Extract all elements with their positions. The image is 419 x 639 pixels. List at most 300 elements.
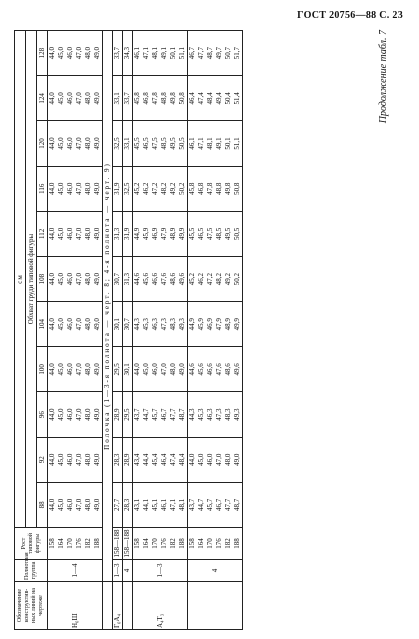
- value: 45,9: [197, 318, 205, 331]
- value: 29,5: [113, 347, 123, 392]
- value: 46,6: [206, 363, 214, 376]
- header-construction-lines: Обозначение конструктив- ных линий на чертеже: [15, 582, 48, 630]
- fullness-group: 4: [123, 560, 133, 582]
- value: 46,3: [206, 408, 214, 421]
- value: 44,7: [142, 408, 150, 421]
- value: 46,0: [66, 498, 74, 512]
- value-column: [133, 302, 188, 347]
- value: 50,2: [233, 272, 241, 286]
- value: 51,4: [233, 92, 241, 105]
- value: 48,7: [206, 47, 214, 60]
- value-column: [133, 31, 188, 76]
- value: 49,0: [93, 272, 101, 286]
- value: 48,3: [224, 408, 232, 421]
- value: 46,0: [151, 363, 159, 376]
- value: 44,0: [48, 272, 56, 286]
- value: 47,0: [75, 498, 83, 512]
- value: 44,0: [48, 182, 56, 195]
- value: 46,0: [66, 182, 74, 195]
- value: 46,7: [215, 498, 223, 512]
- value: 44,9: [133, 227, 141, 241]
- value: 47,0: [75, 272, 83, 286]
- value: 49,0: [93, 137, 101, 150]
- value: 46,7: [160, 408, 168, 421]
- table-row: [133, 31, 188, 630]
- value-column: [188, 437, 243, 482]
- value: 46,5: [197, 227, 205, 241]
- value: 48,5: [160, 137, 168, 150]
- value: 51,1: [178, 47, 186, 60]
- value: 50,5: [178, 137, 186, 150]
- value: 47,0: [75, 363, 83, 376]
- value: 49,0: [93, 318, 101, 331]
- header-size: 116: [37, 166, 48, 211]
- value: 30,7: [123, 302, 133, 347]
- value: 45,9: [142, 227, 150, 241]
- value: 47,3: [215, 408, 223, 421]
- value: 48,6: [169, 272, 177, 286]
- value: 45,0: [142, 363, 150, 376]
- value: 50,7: [224, 47, 232, 60]
- value: 49,9: [178, 227, 186, 241]
- section-title: Полочка (1—3-я полнота — черт. 8; 4-я полнота — черт. 9): [103, 31, 113, 582]
- line-label: [188, 582, 243, 630]
- height-list: [188, 528, 243, 560]
- header-fullness-group: Полнотная группа: [15, 560, 48, 582]
- value: 47,1: [197, 137, 205, 150]
- value: 49,0: [93, 453, 101, 466]
- height-value: 176: [160, 538, 168, 549]
- value: 47,6: [215, 363, 223, 376]
- value: 46,1: [160, 498, 168, 512]
- value: 48,0: [224, 453, 232, 466]
- value-column: [188, 256, 243, 301]
- value: 47,7: [224, 498, 232, 512]
- value: 47,0: [75, 408, 83, 421]
- value: 48,1: [206, 137, 214, 150]
- value: 48,7: [178, 408, 186, 421]
- value: 46,3: [151, 318, 159, 331]
- value-column: [188, 121, 243, 166]
- value: 30,1: [123, 347, 133, 392]
- value: 48,4: [206, 92, 214, 105]
- value: 33,7: [123, 76, 133, 121]
- value: 44,6: [188, 363, 196, 376]
- value: 47,0: [75, 318, 83, 331]
- value: 50,1: [224, 137, 232, 150]
- value: 45,2: [188, 272, 196, 286]
- height-value: 170: [206, 538, 214, 549]
- value: 48,9: [224, 318, 232, 331]
- fullness-group: 4: [188, 560, 243, 582]
- value: 44,0: [48, 318, 56, 331]
- value: 46,1: [133, 47, 141, 60]
- value-column: [133, 76, 188, 121]
- value: 49,5: [224, 227, 232, 241]
- value: 46,0: [66, 408, 74, 421]
- value: 49,0: [93, 408, 101, 421]
- table-area: [10, 25, 410, 630]
- section-spacer: [103, 582, 113, 630]
- table-row: [48, 31, 103, 630]
- height-value: 158: [188, 538, 196, 549]
- header-size: 100: [37, 347, 48, 392]
- table-row: [113, 31, 123, 630]
- value: 45,0: [57, 227, 65, 241]
- value: 47,0: [160, 363, 168, 376]
- value: 43,7: [188, 498, 196, 512]
- height-value: 170: [66, 538, 74, 549]
- line-label: Г₆А₄: [113, 582, 123, 630]
- value-column: [48, 482, 103, 527]
- value: 48,3: [169, 318, 177, 331]
- dimension-table: [14, 30, 243, 630]
- value: 45,0: [57, 318, 65, 331]
- value: 49,3: [233, 408, 241, 421]
- value: 45,7: [151, 408, 159, 421]
- value: 46,0: [66, 92, 74, 105]
- value: 45,3: [197, 408, 205, 421]
- value: 46,8: [197, 182, 205, 195]
- value: 49,3: [178, 318, 186, 331]
- value: 47,0: [75, 453, 83, 466]
- value: 29,5: [123, 392, 133, 437]
- height-range: 158—188: [123, 529, 131, 558]
- value: 47,7: [197, 47, 205, 60]
- value: 45,0: [57, 363, 65, 376]
- value: 46,0: [66, 137, 74, 150]
- value: 47,0: [75, 92, 83, 105]
- value: 51,7: [233, 47, 241, 60]
- value: 45,6: [142, 272, 150, 286]
- value: 48,0: [84, 453, 92, 466]
- value: 30,1: [113, 302, 123, 347]
- line-label: Н₆Ш: [48, 582, 103, 630]
- value: 48,6: [224, 363, 232, 376]
- value-column: [48, 211, 103, 256]
- value: 47,6: [160, 272, 168, 286]
- height-value: 188: [93, 538, 101, 549]
- height-value: 182: [169, 538, 177, 549]
- value-column: [188, 302, 243, 347]
- value: 44,0: [48, 408, 56, 421]
- header-size: 120: [37, 121, 48, 166]
- value: 47,5: [206, 227, 214, 241]
- fullness-group: 1—3: [133, 560, 188, 582]
- value: 49,2: [224, 272, 232, 286]
- value-column: [133, 392, 188, 437]
- value: 45,0: [57, 137, 65, 150]
- line-label: А₄Т₃: [133, 582, 188, 630]
- value: 47,3: [160, 318, 168, 331]
- value: 44,1: [142, 498, 150, 512]
- value: 45,4: [151, 453, 159, 466]
- value: 28,9: [113, 392, 123, 437]
- value: 47,0: [75, 137, 83, 150]
- value: 47,4: [197, 92, 205, 105]
- value: 49,0: [93, 47, 101, 60]
- value: 48,0: [84, 227, 92, 241]
- value: 45,5: [188, 227, 196, 241]
- value: 45,5: [133, 137, 141, 150]
- value: 44,0: [48, 92, 56, 105]
- height-value: 158: [133, 538, 141, 549]
- height-value: 164: [197, 538, 205, 549]
- header-height: Рост типовой фигуры: [15, 528, 48, 560]
- height-value: 176: [215, 538, 223, 549]
- value: 49,1: [215, 137, 223, 150]
- value-column: [188, 347, 243, 392]
- value: 46,2: [197, 272, 205, 286]
- value-column: [188, 482, 243, 527]
- value: 47,0: [75, 227, 83, 241]
- value: 49,8: [224, 182, 232, 195]
- continuation-label: Продолжение табл. 7: [378, 30, 389, 124]
- value: 28,3: [113, 437, 123, 482]
- value: 46,4: [188, 92, 196, 105]
- value: 48,8: [215, 182, 223, 195]
- value: 43,1: [133, 498, 141, 512]
- value: 46,9: [151, 227, 159, 241]
- line-label: [123, 582, 133, 630]
- value-column: [133, 347, 188, 392]
- value: 44,0: [188, 453, 196, 466]
- value: 49,2: [169, 182, 177, 195]
- value: 48,2: [160, 182, 168, 195]
- value: 46,2: [142, 182, 150, 195]
- value: 49,8: [169, 92, 177, 105]
- value-column: [48, 31, 103, 76]
- value: 48,0: [84, 137, 92, 150]
- header-size: 104: [37, 302, 48, 347]
- value: 46,5: [142, 137, 150, 150]
- value: 44,4: [142, 453, 150, 466]
- value: 49,5: [169, 137, 177, 150]
- value: 33,1: [123, 121, 133, 166]
- value-column: [133, 482, 188, 527]
- value: 44,0: [48, 363, 56, 376]
- header-size: 128: [37, 31, 48, 76]
- value: 46,0: [66, 272, 74, 286]
- value: 49,0: [93, 498, 101, 512]
- section-row: [103, 31, 113, 630]
- value: 48,4: [178, 453, 186, 466]
- header-chest-girth: Обхват груди типовой фигуры: [26, 31, 37, 528]
- header-size: 88: [37, 482, 48, 527]
- value: 50,8: [178, 92, 186, 105]
- value: 49,0: [93, 92, 101, 105]
- value: 44,7: [197, 498, 205, 512]
- header-size: 108: [37, 256, 48, 301]
- value: 48,0: [84, 498, 92, 512]
- value-column: [188, 392, 243, 437]
- value: 48,0: [84, 182, 92, 195]
- value-column: [48, 347, 103, 392]
- value: 45,0: [57, 272, 65, 286]
- value: 44,6: [133, 272, 141, 286]
- value: 50,1: [169, 47, 177, 60]
- height-value: 158: [48, 538, 56, 549]
- value: 47,2: [151, 182, 159, 195]
- value-column: [48, 392, 103, 437]
- value: 46,0: [66, 318, 74, 331]
- value: 45,0: [57, 182, 65, 195]
- table-row: [188, 31, 243, 630]
- value-column: [188, 211, 243, 256]
- value: 47,1: [169, 498, 177, 512]
- height-value: 164: [142, 538, 150, 549]
- value: 47,8: [151, 92, 159, 105]
- value: 44,0: [48, 498, 56, 512]
- value: 32,5: [113, 121, 123, 166]
- value: 47,0: [75, 47, 83, 60]
- value: 49,0: [93, 363, 101, 376]
- value: 43,4: [133, 453, 141, 466]
- value: 48,0: [84, 272, 92, 286]
- value: 46,0: [66, 453, 74, 466]
- header-size: 124: [37, 76, 48, 121]
- value-column: [48, 121, 103, 166]
- value: 48,0: [169, 363, 177, 376]
- value: 50,8: [233, 182, 241, 195]
- value-column: [48, 437, 103, 482]
- value: 49,7: [215, 47, 223, 60]
- value: 45,0: [197, 453, 205, 466]
- value: 45,0: [57, 498, 65, 512]
- value: 49,0: [93, 182, 101, 195]
- height-list: [48, 528, 103, 560]
- table-row: [123, 31, 133, 630]
- value: 48,5: [215, 227, 223, 241]
- height-list: [133, 528, 188, 560]
- value: 49,0: [233, 453, 241, 466]
- value: 44,3: [188, 408, 196, 421]
- value-column: [188, 76, 243, 121]
- value-column: [48, 302, 103, 347]
- value: 46,9: [206, 318, 214, 331]
- value: 47,1: [142, 47, 150, 60]
- value: 46,6: [151, 272, 159, 286]
- value-column: [133, 437, 188, 482]
- value: 44,0: [48, 47, 56, 60]
- value: 45,0: [57, 408, 65, 421]
- value: 46,0: [66, 47, 74, 60]
- value: 47,7: [169, 408, 177, 421]
- value-column: [48, 166, 103, 211]
- value-column: [48, 256, 103, 301]
- value-column: [133, 256, 188, 301]
- value: 48,0: [84, 363, 92, 376]
- fullness-group: 1—3: [113, 560, 123, 582]
- value-column: [133, 166, 188, 211]
- height-value: 176: [75, 538, 83, 549]
- value: 44,0: [48, 453, 56, 466]
- value: 49,4: [215, 92, 223, 105]
- value: 47,9: [160, 227, 168, 241]
- value: 31,9: [123, 211, 133, 256]
- value: 28,9: [123, 437, 133, 482]
- value: 49,0: [93, 227, 101, 241]
- value: 51,1: [233, 137, 241, 150]
- value: 47,4: [169, 453, 177, 466]
- value: 44,0: [48, 137, 56, 150]
- value: 50,2: [178, 182, 186, 195]
- value: 46,0: [66, 227, 74, 241]
- height-value: 188: [178, 538, 186, 549]
- value: 44,9: [188, 318, 196, 331]
- value: 47,0: [215, 453, 223, 466]
- value: 48,1: [151, 47, 159, 60]
- value: 30,7: [113, 256, 123, 301]
- value: 48,8: [160, 92, 168, 105]
- value: 48,7: [233, 498, 241, 512]
- value: 48,1: [178, 498, 186, 512]
- value: 47,8: [206, 182, 214, 195]
- value: 45,3: [142, 318, 150, 331]
- value: 49,9: [233, 318, 241, 331]
- value: 28,3: [123, 482, 133, 527]
- value: 44,3: [133, 318, 141, 331]
- value: 48,0: [84, 318, 92, 331]
- value: 48,0: [84, 408, 92, 421]
- height-value: 188: [233, 538, 241, 549]
- value: 49,0: [178, 363, 186, 376]
- value: 45,0: [57, 47, 65, 60]
- value: 45,8: [188, 182, 196, 195]
- value-column: [188, 31, 243, 76]
- height-value: 182: [224, 538, 232, 549]
- value: 45,6: [197, 363, 205, 376]
- value: 46,4: [160, 453, 168, 466]
- value: 48,9: [169, 227, 177, 241]
- value: 46,0: [206, 453, 214, 466]
- value: 50,5: [233, 227, 241, 241]
- value-column: [133, 121, 188, 166]
- height-value: 164: [57, 538, 65, 549]
- value: 31,9: [113, 166, 123, 211]
- height-value: 182: [84, 538, 92, 549]
- value: 44,0: [48, 227, 56, 241]
- height-value: 170: [151, 538, 159, 549]
- value: 50,4: [224, 92, 232, 105]
- value: 49,6: [178, 272, 186, 286]
- header-size: 96: [37, 392, 48, 437]
- value: 43,7: [133, 408, 141, 421]
- header-size: 92: [37, 437, 48, 482]
- value: 32,5: [123, 166, 133, 211]
- value: 31,3: [123, 256, 133, 301]
- value-column: [133, 211, 188, 256]
- value-column: [48, 76, 103, 121]
- header-size: 112: [37, 211, 48, 256]
- header-unit: см: [15, 31, 26, 528]
- height-range: 158—188: [113, 529, 121, 558]
- value: 45,7: [206, 498, 214, 512]
- value: 33,1: [113, 76, 123, 121]
- value: 47,2: [206, 272, 214, 286]
- value: 45,0: [57, 92, 65, 105]
- value: 49,6: [233, 363, 241, 376]
- value: 33,7: [113, 31, 123, 76]
- value: 31,3: [113, 211, 123, 256]
- value: 47,0: [75, 182, 83, 195]
- value: 46,7: [188, 47, 196, 60]
- value: 46,8: [142, 92, 150, 105]
- value: 45,2: [133, 182, 141, 195]
- value: 47,5: [151, 137, 159, 150]
- value: 46,1: [188, 137, 196, 150]
- value: 34,3: [123, 31, 133, 76]
